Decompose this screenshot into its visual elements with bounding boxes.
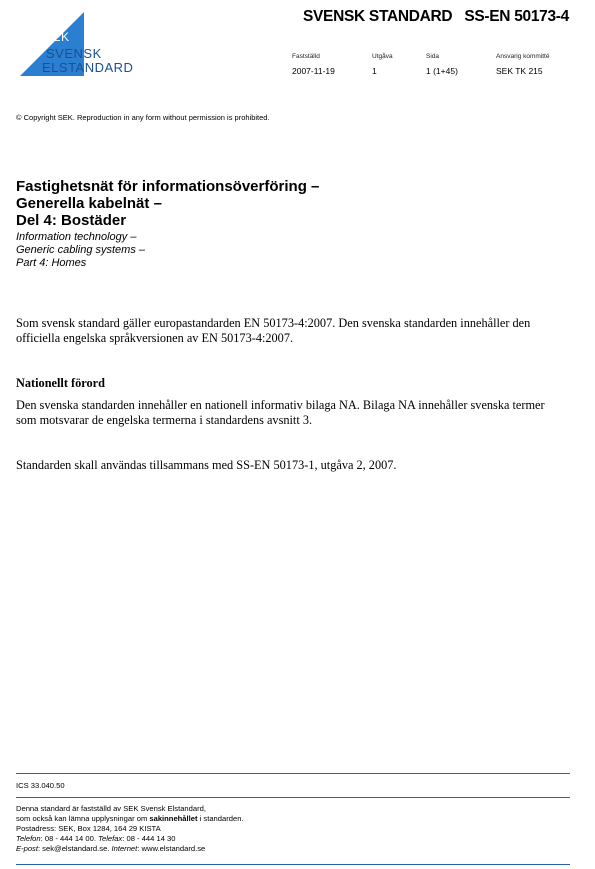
web-label: Internet bbox=[111, 844, 138, 853]
title-english-line3: Part 4: Homes bbox=[16, 257, 87, 269]
footer-contact-web bbox=[16, 844, 205, 854]
meta-label-page: Sida bbox=[426, 53, 440, 60]
title-swedish-line2: Generella kabelnät – bbox=[16, 195, 162, 212]
meta-value-edition: 1 bbox=[372, 66, 377, 76]
fax-number: : 08 - 444 14 30 bbox=[122, 834, 176, 843]
footer-line2-bold: sakinnehållet bbox=[149, 814, 198, 823]
footer-rule-top bbox=[16, 773, 570, 774]
footer-line1: Denna standard är fastställd av SEK Svensk Elstandard, bbox=[16, 804, 206, 813]
foreword-line2: som motsvarar de engelska termerna i standardens avsnitt 3. bbox=[16, 413, 313, 427]
foreword-line1: Den svenska standarden innehåller en nationell informativ bilaga NA. Bilaga NA innehåller svenska termer bbox=[16, 398, 545, 412]
foreword-heading: Nationellt förord bbox=[16, 376, 105, 390]
meta-label-committee: Ansvarig kommitté bbox=[496, 53, 550, 60]
email-address[interactable]: : sek@elstandard.se. bbox=[37, 844, 112, 853]
logo-name-line2: ELSTANDARD bbox=[42, 60, 134, 75]
title-swedish-line3: Del 4: Bostäder bbox=[16, 212, 127, 229]
title-swedish-line1: Fastighetsnät för informationsöverföring – bbox=[16, 178, 320, 195]
fax-label: Telefax bbox=[98, 834, 123, 843]
standard-id: SS-EN 50173-4 bbox=[464, 8, 569, 25]
meta-label-established: Fastställd bbox=[292, 53, 320, 60]
usage-note: Standarden skall användas tillsammans med SS-EN 50173-1, utgåva 2, 2007. bbox=[16, 458, 397, 472]
phone-label: Telefon bbox=[16, 834, 41, 843]
footer-rule-bottom bbox=[16, 864, 570, 865]
logo-name-line1: SVENSK bbox=[46, 46, 102, 61]
meta-value-established: 2007-11-19 bbox=[292, 66, 335, 76]
title-english-line2: Generic cabling systems – bbox=[16, 244, 145, 256]
meta-value-page: 1 (1+45) bbox=[426, 66, 458, 76]
footer-line2 bbox=[16, 814, 244, 824]
footer-address: Postadress: SEK, Box 1284, 164 29 KISTA bbox=[16, 824, 161, 833]
footer-line2-pre: som också kan lämna upplysningar om bbox=[16, 814, 150, 823]
copyright-notice: © Copyright SEK. Reproduction in any form without permission is prohibited. bbox=[16, 113, 270, 122]
web-address[interactable]: : www.elstandard.se bbox=[137, 844, 206, 853]
phone-number: : 08 - 444 14 00. bbox=[40, 834, 99, 843]
logo-abbr: SEK bbox=[44, 30, 70, 44]
sek-logo bbox=[20, 12, 160, 78]
meta-value-committee: SEK TK 215 bbox=[496, 66, 543, 76]
footer-line2-post: i standarden. bbox=[197, 814, 244, 823]
footer-contact-phone bbox=[16, 834, 175, 844]
ics-code: ICS 33.040.50 bbox=[16, 781, 65, 790]
standard-type: SVENSK STANDARD bbox=[302, 8, 453, 25]
intro-line2: officiella engelska språkversionen av EN 50173-4:2007. bbox=[16, 331, 294, 345]
intro-line1: Som svensk standard gäller europastandarden EN 50173-4:2007. Den svenska standarden innehåller den bbox=[16, 316, 531, 330]
standard-header bbox=[303, 8, 569, 26]
footer-rule-middle bbox=[16, 797, 570, 798]
email-label: E-post bbox=[16, 844, 38, 853]
title-english-line1: Information technology – bbox=[16, 231, 137, 243]
meta-label-edition: Utgåva bbox=[372, 53, 393, 60]
